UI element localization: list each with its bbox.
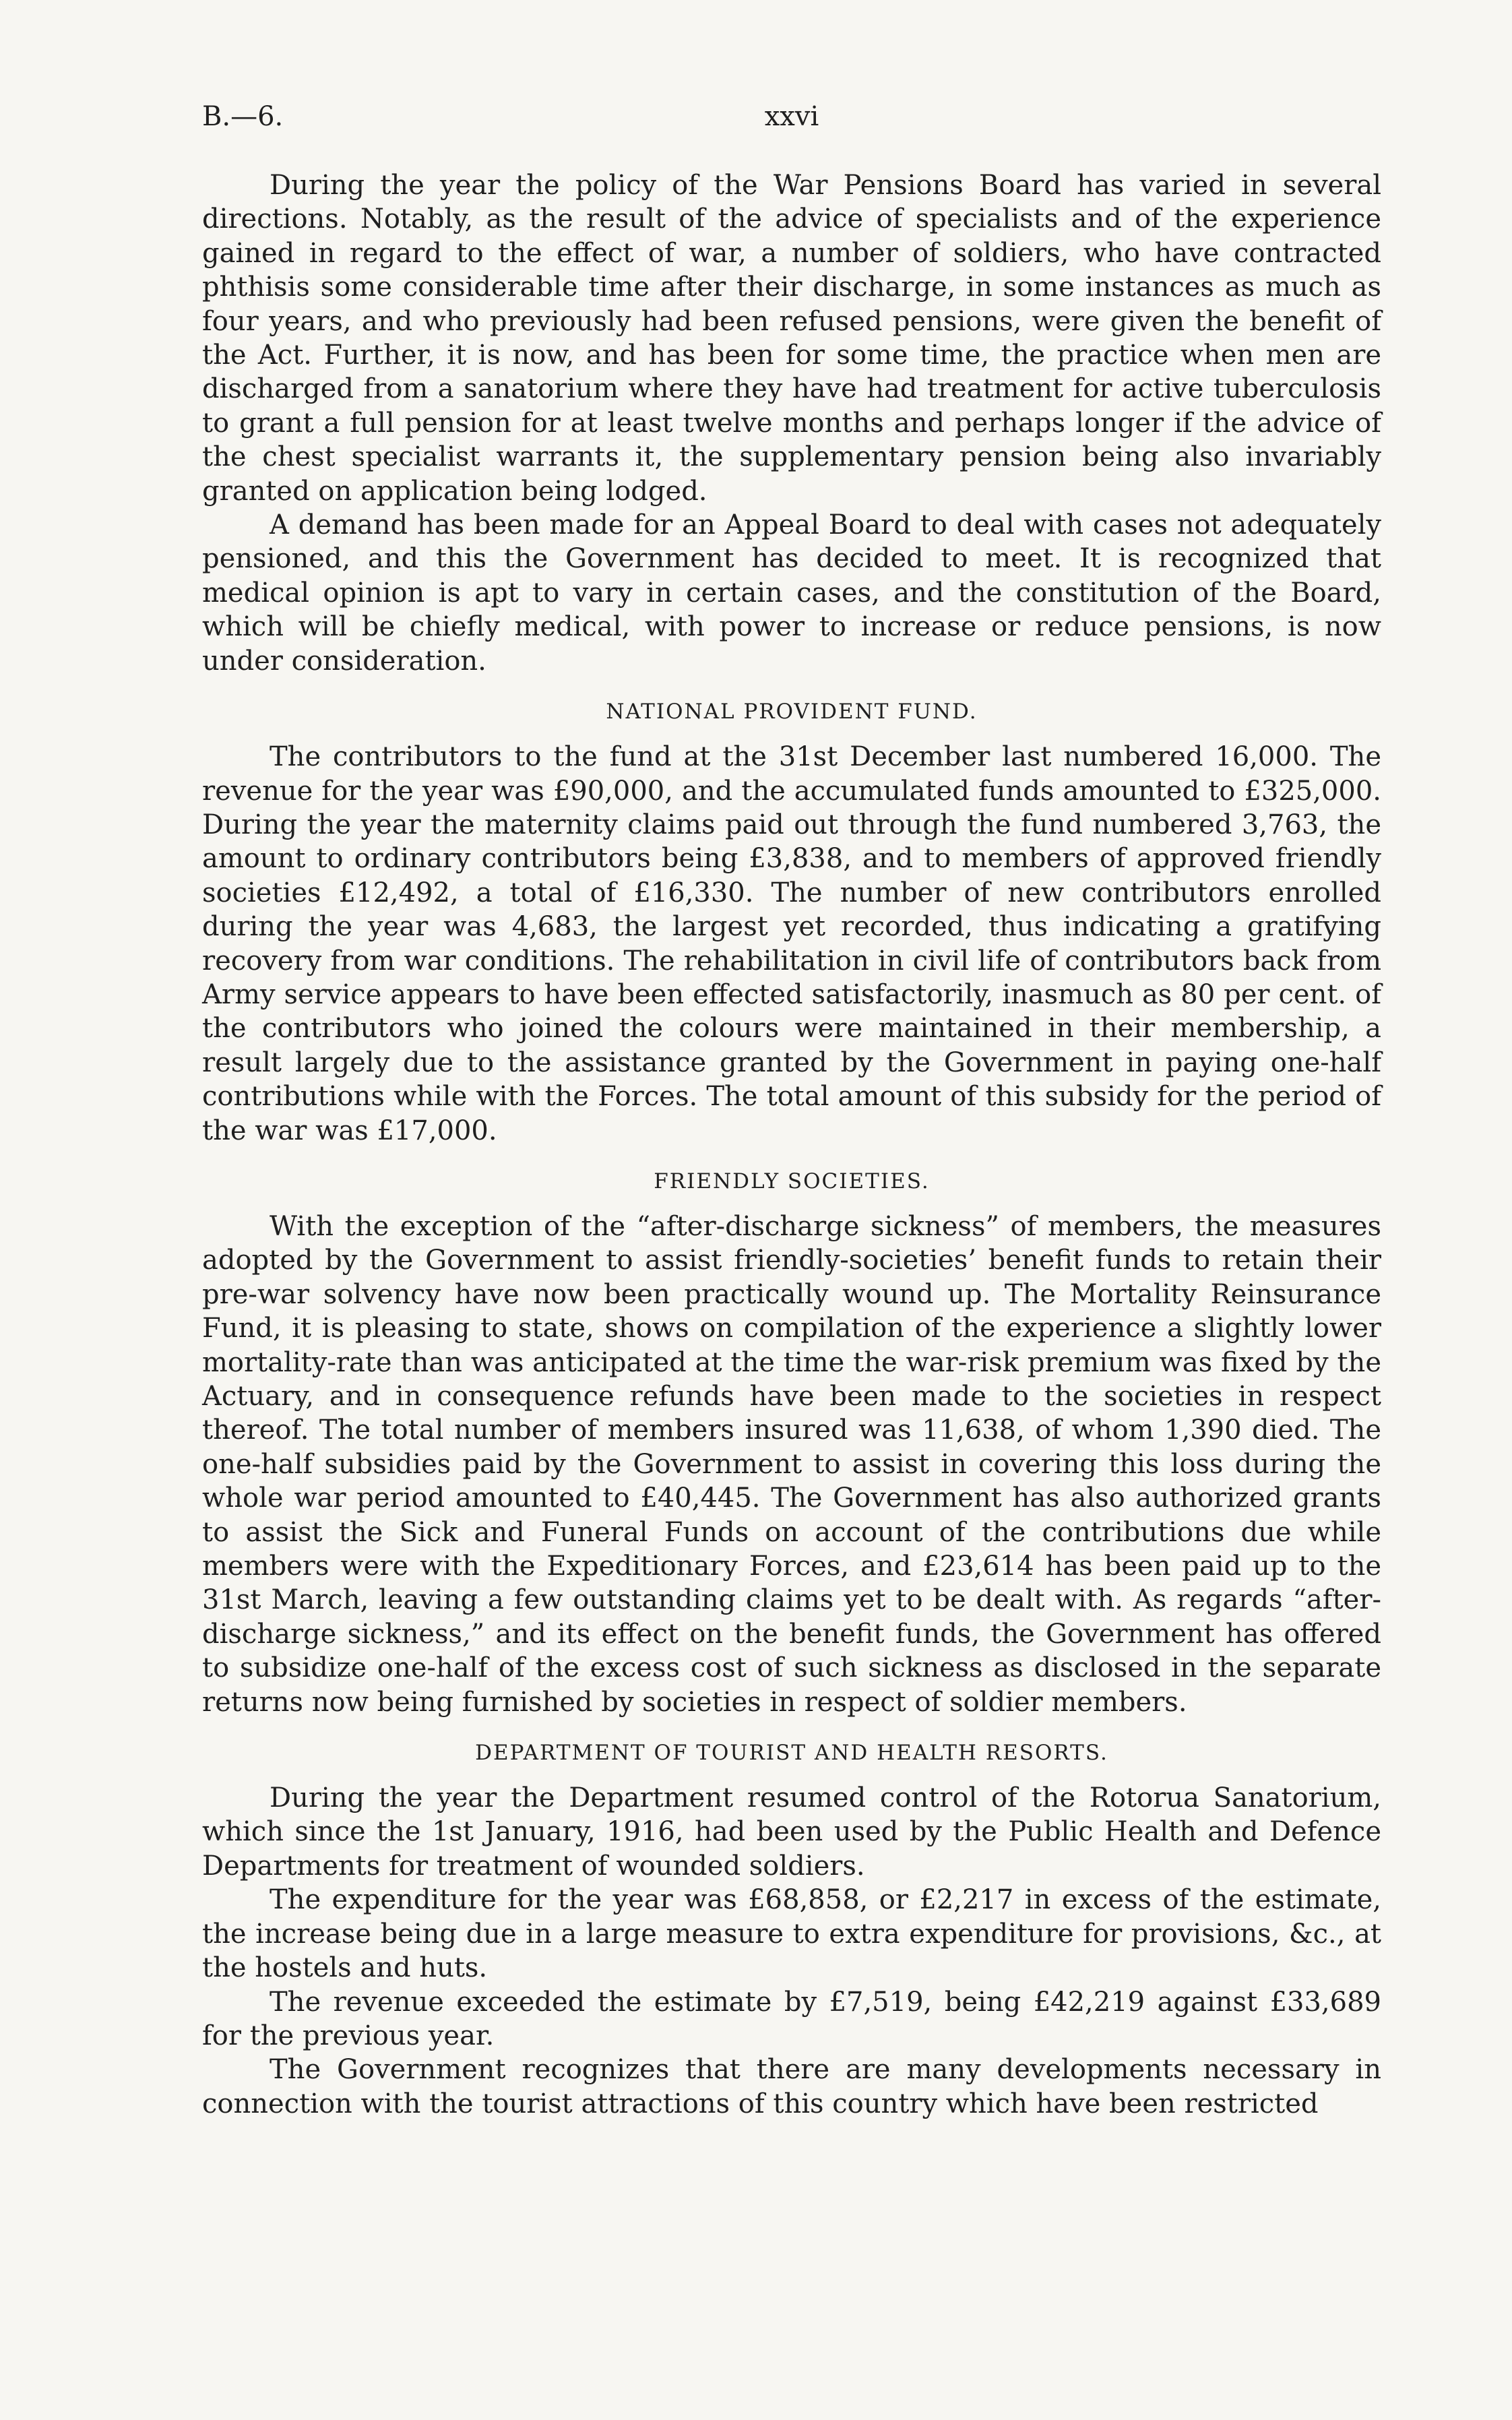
page-body xyxy=(202,168,1381,2121)
paragraph: During the year the policy of the War Pensions Board has varied in several directions. Notably, as the result of the advice of specialists and of the experience gained in regard to the effect of war, a number of soldiers, who have contracted phthisis some considerable time after their discharge, in some instances as much as four years, and who previously had been refused pensions, were given the benefit of the Act. Further, it is now, and has been for some time, the practice when men are discharged from a sanatorium where they have had treatment for active tuberculosis to grant a full pension for at least twelve months and perhaps longer if the advice of the chest specialist warrants it, the supplementary pension being also invariably granted on application being lodged. xyxy=(202,170,1381,507)
section-heading: DEPARTMENT OF TOURIST AND HEALTH RESORTS. xyxy=(475,1741,1108,1766)
section-heading: NATIONAL PROVIDENT FUND. xyxy=(606,700,978,724)
paragraph: The Government recognizes that there are many developments necessary in connection with the tourist attractions of this country which have been restricted xyxy=(202,2054,1381,2119)
paragraph: During the year the Department resumed control of the Rotorua Sanatorium, which since the 1st January, 1916, had been used by the Public Health and Defence Departments for treatment of wounded soldiers. xyxy=(202,1782,1381,1882)
paragraph: The expenditure for the year was £68,858, or £2,217 in excess of the estimate, the increase being due in a large measure to extra expenditure for provisions, &c., at the hostels and huts. xyxy=(202,1884,1381,1984)
page-number: xxvi xyxy=(764,101,819,132)
section-tourist-health-resorts xyxy=(202,1739,1381,2121)
section-heading: FRIENDLY SOCIETIES. xyxy=(654,1169,930,1193)
document-reference: B.—6. xyxy=(202,101,284,132)
paragraph: The contributors to the fund at the 31st December last numbered 16,000. The revenue for the year was £90,000, and the accumulated funds amounted to £325,000. During the year the maternity claims paid out through the fund numbered 3,763, the amount to ordinary contributors being £3,838, and to members of approved friendly societies £12,492, a total of £16,330. The number of new contributors enrolled during the year was 4,683, the largest yet recorded, thus indicating a gratifying recovery from war conditions. The rehabilitation in civil life of contributors back from Army service appears to have been effected satisfactorily, inasmuch as 80 per cent. of the contributors who joined the colours were maintained in their membership, a result largely due to the assistance granted by the Government in paying one-half contributions while with the Forces. The total amount of this subsidy for the period of the war was £17,000. xyxy=(202,741,1381,1146)
section-war-pensions xyxy=(202,168,1381,678)
paragraph: With the exception of the “after-discharge sickness” of members, the measures adopted by the Government to assist friendly-societies’ benefit funds to retain their pre-war solvency have now been practically wound up. The Mortality Reinsurance Fund, it is pleasing to state, shows on compilation of the experience a slightly lower mortality-rate than was anticipated at the time the war-risk premium was fixed by the Actuary, and in consequence refunds have been made to the societies in respect thereof. The total number of members insured was 11,638, of whom 1,390 died. The one-half subsidies paid by the Government to assist in covering this loss during the whole war period amounted to £40,445. The Government has also authorized grants to assist the Sick and Funeral Funds on account of the contributions due while members were with the Expeditionary Forces, and £23,614 has been paid up to the 31st March, leaving a few outstanding claims yet to be dealt with. As regards “after-discharge sickness,” and its effect on the benefit funds, the Government has offered to subsidize one-half of the excess cost of such sickness as disclosed in the separate returns now being furnished by societies in respect of soldier members. xyxy=(202,1210,1381,1718)
page-header xyxy=(202,101,1381,142)
paragraph: The revenue exceeded the estimate by £7,519, being £42,219 against £33,689 for the previous year. xyxy=(202,1986,1381,2051)
section-national-provident-fund xyxy=(202,698,1381,1148)
section-friendly-societies xyxy=(202,1168,1381,1719)
paragraph: A demand has been made for an Appeal Board to deal with cases not adequately pensioned, and this the Government has decided to meet. It is recognized that medical opinion is apt to vary in certain cases, and the constitution of the Board, which will be chiefly medical, with power to increase or reduce pensions, is now under consideration. xyxy=(202,509,1381,677)
